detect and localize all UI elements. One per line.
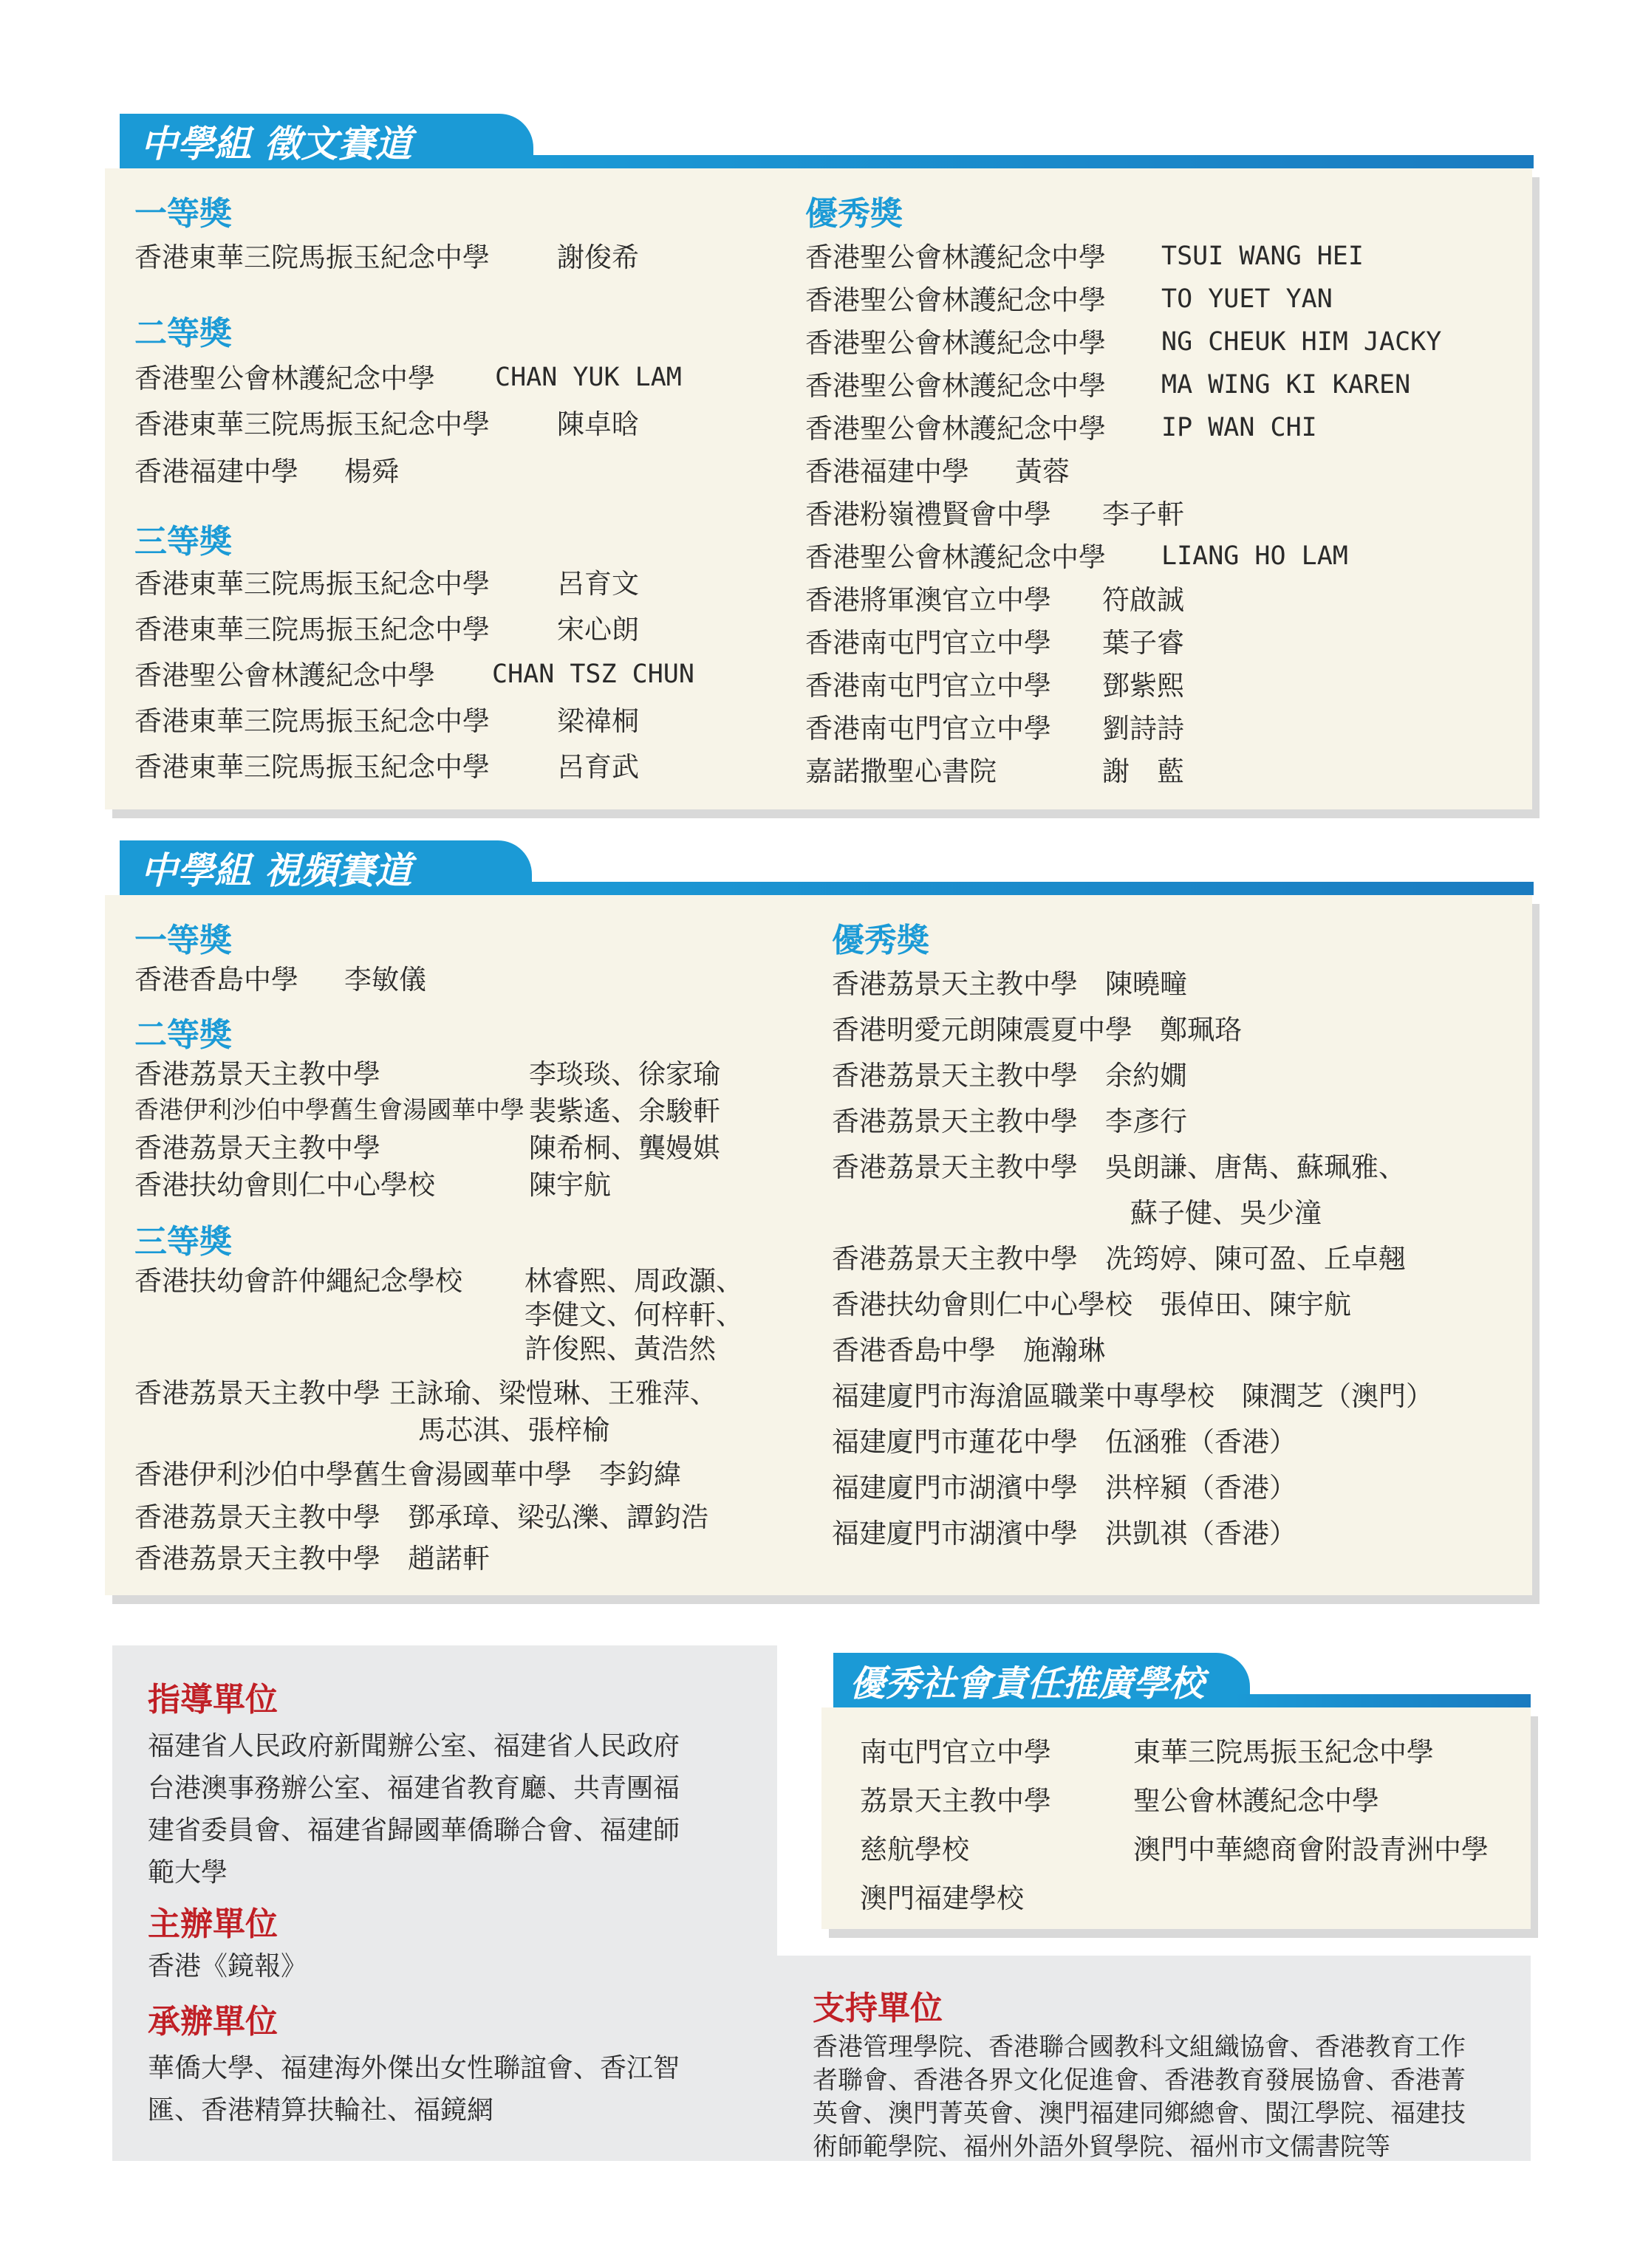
essay-merit-school-11: 香港南屯門官立中學 <box>805 713 1051 744</box>
essay-merit-school-8: 香港將軍澳官立中學 <box>805 584 1051 616</box>
essay-third-school-3: 香港東華三院馬振玉紀念中學 <box>134 705 490 737</box>
essay-merit-name-1: TO YUET YAN <box>1161 284 1333 314</box>
video-second-name-1: 裴紫遙、余駿軒 <box>529 1095 720 1127</box>
video-second-school-2: 香港荔景天主教中學 <box>134 1132 380 1164</box>
video-header-rule <box>517 882 1534 895</box>
video-third-line-4: 香港荔景天主教中學 王詠瑜、梁愷琳、王雅萍、 <box>134 1377 717 1409</box>
essay-section-title: 中學組 徵文賽道 <box>120 114 533 168</box>
essay-first-school-0: 香港東華三院馬振玉紀念中學 <box>134 241 490 273</box>
essay-merit-name-6: 李子軒 <box>1102 499 1184 530</box>
essay-merit-name-11: 劉詩詩 <box>1102 713 1184 744</box>
essay-merit-school-5: 香港福建中學 <box>805 456 969 487</box>
video-merit-line-3: 香港荔景天主教中學 李彥行 <box>832 1106 1187 1137</box>
video-merit-line-10: 福建廈門市蓮花中學 伍涵雅（香港） <box>832 1426 1296 1458</box>
essay-header-rule <box>517 155 1534 168</box>
support-unit-line-3: 術師範學院、福州外語外貿學院、福州市文儒書院等 <box>813 2132 1390 2162</box>
video-section-title: 中學組 視頻賽道 <box>120 840 532 895</box>
video-first-prize-heading: 一等獎 <box>134 922 232 959</box>
video-merit-line-5: 蘇子健、吳少潼 <box>1130 1197 1322 1229</box>
video-merit-line-8: 香港香島中學 施瀚琳 <box>832 1335 1105 1366</box>
essay-second-school-2: 香港福建中學 <box>134 456 298 487</box>
video-merit-line-9: 福建廈門市海滄區職業中專學校 陳潤芝（澳門） <box>832 1380 1433 1412</box>
host-unit-line-0: 香港《鏡報》 <box>148 1951 308 1981</box>
essay-third-school-4: 香港東華三院馬振玉紀念中學 <box>134 751 490 783</box>
essay-third-name-2: CHAN TSZ CHUN <box>492 659 694 689</box>
csr-school-left-0: 南屯門官立中學 <box>860 1736 1051 1768</box>
video-third-line-3: 許俊熙、黃浩然 <box>525 1333 716 1365</box>
essay-section-header <box>120 114 533 168</box>
essay-first-prize-heading: 一等獎 <box>134 195 232 233</box>
essay-second-prize-heading: 二等獎 <box>134 315 232 352</box>
video-third-line-2: 李健文、何梓軒、 <box>525 1299 743 1331</box>
essay-merit-name-4: IP WAN CHI <box>1161 413 1317 442</box>
guide-unit-heading: 指導單位 <box>148 1681 278 1719</box>
essay-merit-school-6: 香港粉嶺禮賢會中學 <box>805 499 1051 530</box>
essay-second-school-1: 香港東華三院馬振玉紀念中學 <box>134 408 490 440</box>
support-unit-line-2: 英會、澳門菁英會、澳門福建同鄉總會、閩江學院、福建技 <box>813 2099 1466 2128</box>
csr-school-right-0: 東華三院馬振玉紀念中學 <box>1133 1736 1434 1768</box>
essay-merit-name-9: 葉子睿 <box>1102 627 1184 659</box>
support-unit-text <box>813 2031 1522 2164</box>
video-merit-line-2: 香港荔景天主教中學 余約嫺 <box>832 1060 1187 1092</box>
host-unit-text <box>148 1945 768 1987</box>
essay-merit-school-0: 香港聖公會林護紀念中學 <box>805 241 1106 273</box>
essay-merit-name-3: MA WING KI KAREN <box>1161 370 1411 400</box>
essay-panel <box>105 168 1532 809</box>
essay-merit-name-5: 黃蓉 <box>1015 456 1070 487</box>
essay-merit-school-12: 嘉諾撒聖心書院 <box>805 756 997 787</box>
essay-third-name-0: 呂育文 <box>557 568 639 600</box>
video-merit-line-6: 香港荔景天主教中學 冼筠婷、陳可盈、丘卓翹 <box>832 1243 1406 1275</box>
essay-first-name-0: 謝俊希 <box>557 241 639 273</box>
video-first-school-0: 香港香島中學 <box>134 964 298 996</box>
csr-section-title: 優秀社會責任推廣學校 <box>833 1653 1250 1707</box>
guide-unit-line-0: 福建省人民政府新聞辦公室、福建省人民政府 <box>148 1731 680 1761</box>
host-unit-heading: 主辦單位 <box>148 1905 278 1943</box>
support-unit-line-1: 者聯會、香港各界文化促進會、香港教育發展協會、香港菁 <box>813 2066 1466 2095</box>
guide-unit-line-1: 台港澳事務辦公室、福建省教育廳、共青團福 <box>148 1773 680 1803</box>
essay-merit-name-2: NG CHEUK HIM JACKY <box>1161 327 1442 357</box>
organizer-unit-line-0: 華僑大學、福建海外傑出女性聯誼會、香江智 <box>148 2053 680 2083</box>
essay-merit-school-10: 香港南屯門官立中學 <box>805 670 1051 702</box>
organizer-unit-text <box>148 2047 768 2131</box>
video-second-school-1: 香港伊利沙伯中學舊生會湯國華中學 <box>134 1095 525 1124</box>
video-merit-line-7: 香港扶幼會則仁中心學校 張倬田、陳宇航 <box>832 1289 1351 1320</box>
essay-third-prize-heading: 三等獎 <box>134 523 232 561</box>
essay-second-school-0: 香港聖公會林護紀念中學 <box>134 363 435 394</box>
essay-third-name-4: 呂育武 <box>557 751 639 783</box>
video-second-name-3: 陳宇航 <box>529 1169 611 1201</box>
video-merit-line-4: 香港荔景天主教中學 吳朗謙、唐雋、蘇珮雅、 <box>832 1151 1406 1183</box>
essay-second-name-1: 陳卓晗 <box>557 408 639 440</box>
essay-third-school-2: 香港聖公會林護紀念中學 <box>134 659 435 691</box>
essay-merit-name-8: 符啟誠 <box>1102 584 1184 616</box>
essay-merit-school-1: 香港聖公會林護紀念中學 <box>805 284 1106 316</box>
video-third-line-6: 香港伊利沙伯中學舊生會湯國華中學 李鈞緯 <box>134 1459 681 1490</box>
support-unit-heading: 支持單位 <box>813 1990 943 2027</box>
essay-third-name-1: 宋心朗 <box>557 614 639 645</box>
essay-merit-heading: 優秀獎 <box>805 195 903 233</box>
csr-panel <box>821 1707 1531 1929</box>
organizer-unit-heading: 承辦單位 <box>148 2003 278 2041</box>
guide-unit-line-2: 建省委員會、福建省歸國華僑聯合會、福建師 <box>148 1815 680 1846</box>
video-merit-line-0: 香港荔景天主教中學 陳曉疃 <box>832 968 1187 1000</box>
video-second-name-2: 陳希桐、龔嫚娸 <box>529 1132 720 1164</box>
csr-school-left-2: 慈航學校 <box>860 1834 969 1866</box>
essay-merit-name-12: 謝 藍 <box>1102 756 1184 787</box>
video-third-line-7: 香港荔景天主教中學 鄧承璋、梁弘濼、譚鈞浩 <box>134 1501 708 1533</box>
video-merit-line-12: 福建廈門市湖濱中學 洪凱祺（香港） <box>832 1518 1296 1549</box>
csr-school-left-3: 澳門福建學校 <box>860 1882 1024 1914</box>
essay-second-name-0: CHAN YUK LAM <box>495 363 682 392</box>
video-third-prize-heading: 三等獎 <box>134 1223 232 1261</box>
video-panel <box>105 895 1532 1595</box>
essay-merit-school-9: 香港南屯門官立中學 <box>805 627 1051 659</box>
organizer-unit-line-1: 匯、香港精算扶輪社、福鏡網 <box>148 2095 494 2125</box>
essay-merit-name-0: TSUI WANG HEI <box>1161 241 1364 271</box>
video-merit-line-1: 香港明愛元朗陳震夏中學 鄭珮珞 <box>832 1014 1242 1046</box>
video-merit-heading: 優秀獎 <box>832 922 929 959</box>
video-second-school-3: 香港扶幼會則仁中心學校 <box>134 1169 435 1201</box>
video-third-line-0: 香港扶幼會許仲繩紀念學校 <box>134 1265 462 1297</box>
video-merit-line-11: 福建廈門市湖濱中學 洪梓潁（香港） <box>832 1472 1296 1504</box>
support-unit-line-0: 香港管理學院、香港聯合國教科文組織協會、香港教育工作 <box>813 2032 1466 2062</box>
video-third-line-1: 林睿熙、周政灝、 <box>525 1265 743 1297</box>
essay-third-school-1: 香港東華三院馬振玉紀念中學 <box>134 614 490 645</box>
video-second-prize-heading: 二等獎 <box>134 1016 232 1054</box>
essay-merit-name-10: 鄧紫熙 <box>1102 670 1184 702</box>
essay-third-school-0: 香港東華三院馬振玉紀念中學 <box>134 568 490 600</box>
video-section-header <box>120 840 532 895</box>
essay-merit-school-4: 香港聖公會林護紀念中學 <box>805 413 1106 445</box>
video-second-school-0: 香港荔景天主教中學 <box>134 1058 380 1090</box>
essay-merit-name-7: LIANG HO LAM <box>1161 541 1348 571</box>
essay-merit-school-2: 香港聖公會林護紀念中學 <box>805 327 1106 359</box>
csr-section-header <box>833 1653 1250 1707</box>
guide-unit-line-3: 範大學 <box>148 1857 228 1888</box>
csr-school-right-1: 聖公會林護紀念中學 <box>1133 1785 1379 1817</box>
essay-third-name-3: 梁禕桐 <box>557 705 639 737</box>
guide-unit-text <box>148 1725 768 1894</box>
essay-merit-school-3: 香港聖公會林護紀念中學 <box>805 370 1106 402</box>
csr-school-left-1: 荔景天主教中學 <box>860 1785 1051 1817</box>
video-third-line-8: 香港荔景天主教中學 趙諾軒 <box>134 1543 490 1575</box>
csr-header-rule <box>1232 1694 1531 1707</box>
essay-merit-school-7: 香港聖公會林護紀念中學 <box>805 541 1106 573</box>
essay-second-name-2: 楊舜 <box>344 456 399 487</box>
csr-school-right-2: 澳門中華總商會附設青洲中學 <box>1133 1834 1489 1866</box>
video-first-name-0: 李敏儀 <box>344 964 426 996</box>
video-third-line-5: 馬芯淇、張梓榆 <box>418 1414 609 1446</box>
video-second-name-0: 李琰琰、徐家瑜 <box>529 1058 720 1090</box>
